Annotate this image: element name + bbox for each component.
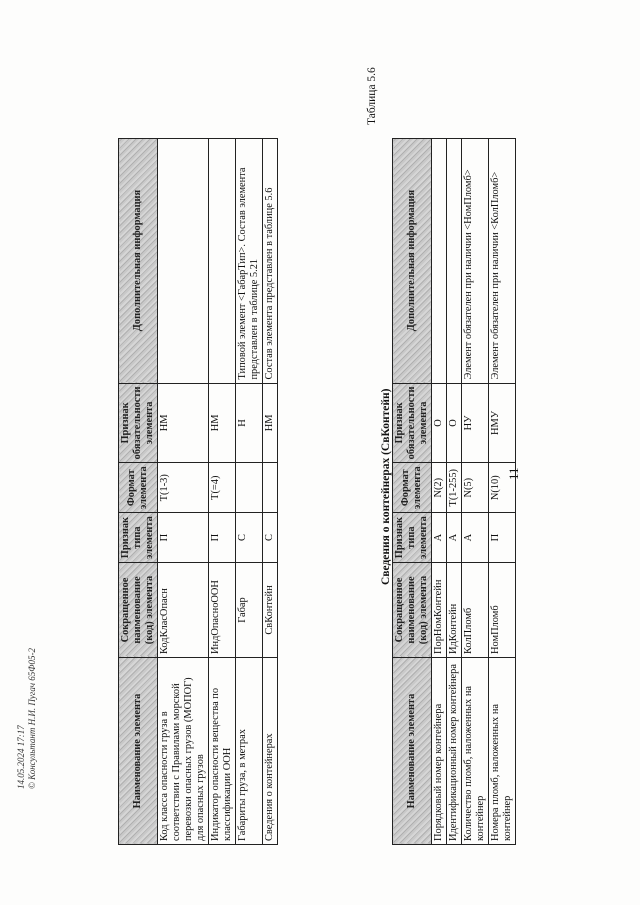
table-header-row	[393, 138, 432, 844]
table-row	[447, 138, 462, 844]
table-row	[158, 138, 209, 844]
header-type: Признак типа элемента	[393, 513, 432, 563]
cell-info	[447, 138, 462, 383]
table-row	[432, 138, 447, 844]
cell-code: КодКласОпасн	[158, 563, 209, 658]
cell-name: Габариты груза, в метрах	[236, 658, 263, 845]
footer-source: © Консультант Н.И. Пугач 65Ф05-2	[27, 647, 37, 789]
cell-type: П	[209, 513, 236, 563]
cell-format	[263, 463, 278, 513]
cell-info: Состав элемента представлен в таблице 5.6	[263, 138, 278, 383]
header-code: Сокращенное наименование (код) элемента	[393, 563, 432, 658]
cell-type: П	[489, 513, 516, 563]
page-number: 11	[506, 467, 521, 480]
cell-required: НМ	[209, 383, 236, 463]
header-name: Наименование элемента	[119, 658, 158, 845]
table-row	[489, 138, 516, 844]
cell-required: О	[432, 383, 447, 463]
cell-format: N(5)	[462, 463, 489, 513]
cell-info	[209, 138, 236, 383]
cell-code: КолПломб	[462, 563, 489, 658]
header-format: Формат элемента	[119, 463, 158, 513]
cell-info	[158, 138, 209, 383]
header-code: Сокращенное наименование (код) элемента	[119, 563, 158, 658]
header-info: Дополнительная информация	[393, 138, 432, 383]
cell-type: С	[263, 513, 278, 563]
cell-format: N(10)	[489, 463, 516, 513]
cell-required: НУ	[462, 383, 489, 463]
table-row	[209, 138, 236, 844]
cell-code: ИдКонтейн	[447, 563, 462, 658]
table-row	[236, 138, 263, 844]
table-continuation	[118, 138, 278, 845]
cell-code: ПорНомКонтейн	[432, 563, 447, 658]
cell-code: Габар	[236, 563, 263, 658]
cell-type: С	[236, 513, 263, 563]
cell-required: НМ	[263, 383, 278, 463]
header-required: Признак обязательности элемента	[393, 383, 432, 463]
cell-format: N(2)	[432, 463, 447, 513]
cell-info: Типовой элемент <ГабарТип>. Состав элемента представлен в таблице 5.21	[236, 138, 263, 383]
cell-name: Код класса опасности груза в соответствии с Правилами морской перевозки опасных грузов (МОПОГ) для опасных грузов	[158, 658, 209, 845]
header-info: Дополнительная информация	[119, 138, 158, 383]
table-title: Сведения о контейнерах (СвКонтейн)	[380, 388, 392, 585]
cell-type: А	[462, 513, 489, 563]
cell-format: T(=4)	[209, 463, 236, 513]
cell-code: НомПломб	[489, 563, 516, 658]
cell-name: Идентификационный номер контейнера	[447, 658, 462, 845]
cell-name: Количество пломб, наложенных на контейнер	[462, 658, 489, 845]
rotated-content	[16, 25, 620, 885]
cell-code: ИндОпасноООН	[209, 563, 236, 658]
cell-code: СвКонтейн	[263, 563, 278, 658]
cell-required: О	[447, 383, 462, 463]
table-5-6	[392, 138, 516, 845]
cell-format	[236, 463, 263, 513]
cell-type: А	[447, 513, 462, 563]
cell-required: НМУ	[489, 383, 516, 463]
table-caption: Таблица 5.6	[366, 67, 378, 125]
table-header-row	[119, 138, 158, 844]
cell-type: П	[158, 513, 209, 563]
cell-info: Элемент обязателен при наличии <КолПломб>	[489, 138, 516, 383]
cell-name: Индикатор опасности вещества по классификации ООН	[209, 658, 236, 845]
table-row	[462, 138, 489, 844]
cell-format: T(1-3)	[158, 463, 209, 513]
cell-name: Порядковый номер контейнера	[432, 658, 447, 845]
footer-stamp	[16, 629, 38, 789]
header-format: Формат элемента	[393, 463, 432, 513]
table-row	[263, 138, 278, 844]
header-type: Признак типа элемента	[119, 513, 158, 563]
cell-required: Н	[236, 383, 263, 463]
cell-name: Номера пломб, наложенных на контейнер	[489, 658, 516, 845]
cell-info	[432, 138, 447, 383]
cell-info: Элемент обязателен при наличии <НомПломб>	[462, 138, 489, 383]
cell-name: Сведения о контейнерах	[263, 658, 278, 845]
cell-type: А	[432, 513, 447, 563]
cell-required: НМ	[158, 383, 209, 463]
footer-date: 14.05.2024 17:17	[16, 725, 26, 789]
header-name: Наименование элемента	[393, 658, 432, 845]
header-required: Признак обязательности элемента	[119, 383, 158, 463]
cell-format: T(1-255)	[447, 463, 462, 513]
